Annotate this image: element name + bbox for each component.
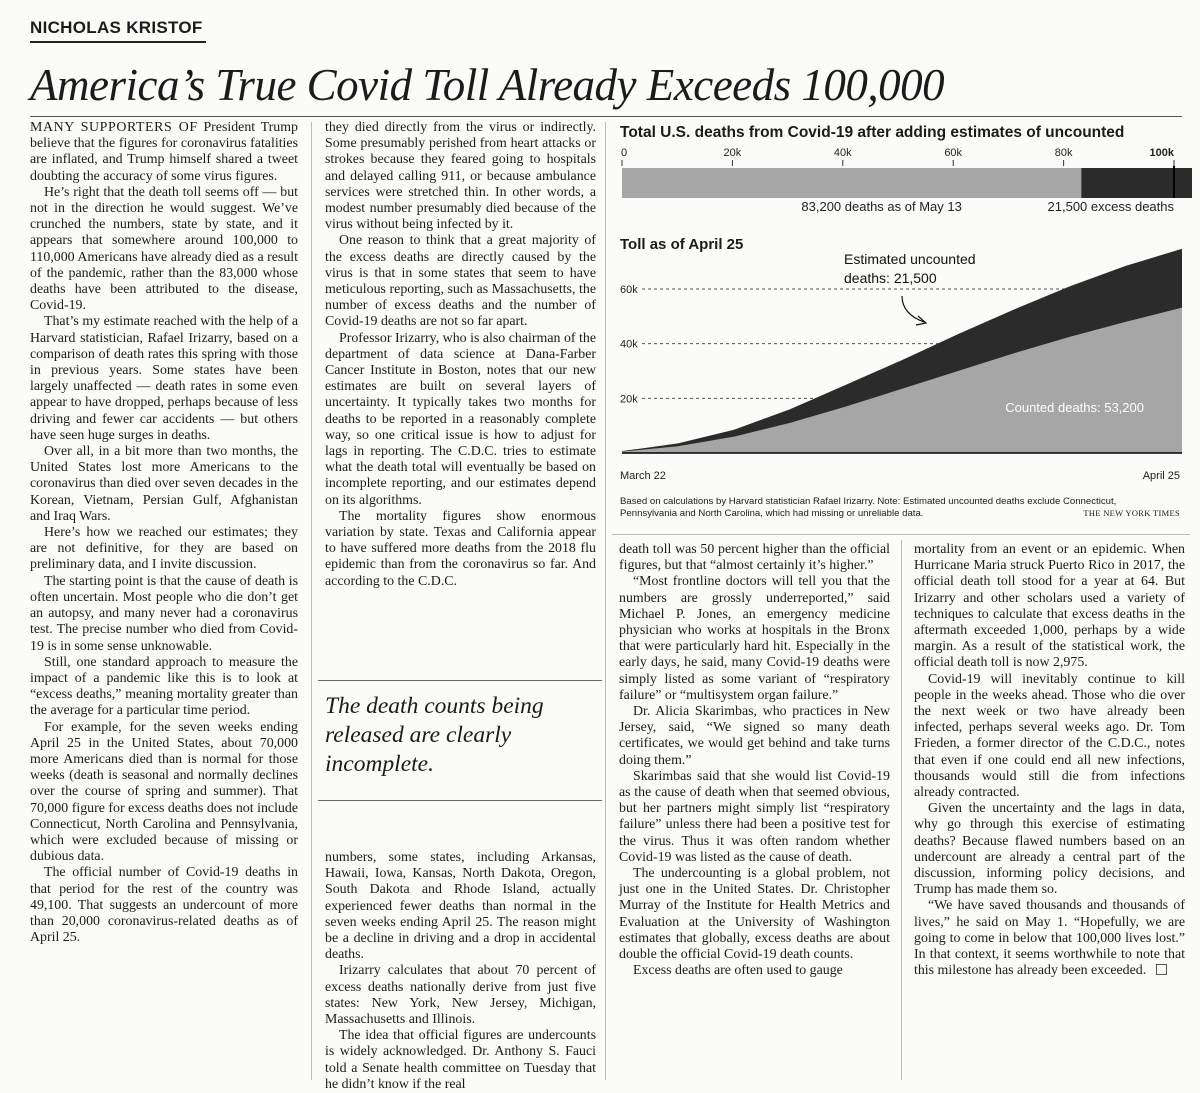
area-y-tick-label: 40k bbox=[620, 338, 638, 351]
area-x-start-label: March 22 bbox=[620, 470, 666, 482]
article-column-4 bbox=[914, 542, 1185, 979]
byline-kicker: NICHOLAS KRISTOF bbox=[30, 18, 203, 37]
article-paragraph: mortality from an event or an epidemic. When Hurricane Maria struck Puerto Rico in 2017, the official death toll stood for a year at 64. But Irizarry and other scholars used a variety of techniques to calculate that excess deaths in the aftermath exceeded 1,000, perhaps by a wide margin. As a result of the statistical work, the official death toll is now 2,975. bbox=[914, 542, 1185, 671]
column-divider bbox=[605, 122, 606, 1080]
bar-label-excess: 21,500 excess deaths bbox=[1047, 199, 1174, 214]
article-paragraph: He’s right that the death toll seems off — but not in the direction he would suggest. We’ve crunched the numbers, state by state, and it appears that somewhere around 100,000 to 110,000 Americans have already died as a result of the pandemic, rather than the 83,000 whose deaths have been attributed to the disease, Covid-19. bbox=[30, 184, 298, 314]
area-y-tick-label: 60k bbox=[620, 284, 638, 296]
chart-title: Total U.S. deaths from Covid-19 after adding estimates of uncounted bbox=[620, 124, 1125, 141]
article-column-1 bbox=[30, 120, 298, 946]
chart-svg bbox=[612, 118, 1192, 538]
article-column-2-lower bbox=[325, 850, 596, 1093]
lead-in: MANY SUPPORTERS OF bbox=[30, 120, 198, 135]
column-divider bbox=[311, 122, 312, 1080]
graphic-bottom-rule bbox=[612, 534, 1190, 535]
article-paragraph: numbers, some states, including Arkansas, Hawaii, Iowa, Kansas, North Dakota, Oregon, South Dakota and Rhode Island, actually experienced fewer deaths than normal in the seven weeks ending April 25. The reason might be a decline in driving and a drop in accidental deaths. bbox=[325, 850, 596, 963]
article-paragraph: The starting point is that the cause of death is often uncertain. Most people who die don’t get an autopsy, and many never had a coronavirus test. The precise number who died from Covid-19 is in some sense unknowable. bbox=[30, 573, 298, 654]
chart-source-note: Based on calculations by Harvard statistician Rafael Irizarry. Note: Estimated uncounted deaths exclude Connecticut, Pennsylvania and North Carolina, which had missing or unreliable data. bbox=[620, 496, 1117, 519]
article-paragraph: Still, one standard approach to measure the impact of a pandemic like this is to look at “excess deaths,” meaning mortality greater than the average for a particular time period. bbox=[30, 654, 298, 719]
bar-counted bbox=[622, 168, 1081, 198]
article-paragraph: death toll was 50 percent higher than the official figures, but that “almost certainly it’s higher.” bbox=[619, 542, 890, 574]
pullquote-rule-bottom bbox=[318, 800, 602, 801]
bar-tick-label: 60k bbox=[944, 147, 963, 159]
byline-rule bbox=[30, 41, 206, 43]
area-annotation-line2: deaths: 21,500 bbox=[844, 270, 937, 286]
article-paragraph: The idea that official figures are undercounts is widely acknowledged. Dr. Anthony S. Fauci told a Senate health committee on Tuesday that he didn’t know if the real bbox=[325, 1028, 596, 1092]
area-x-end-label: April 25 bbox=[1142, 470, 1180, 482]
chart-credit: THE NEW YORK TIMES bbox=[1083, 508, 1180, 518]
bar-tick-label: 100k bbox=[1149, 147, 1174, 159]
article-paragraph: That’s my estimate reached with the help of a Harvard statistician, Rafael Irizarry, based on a comparison of death rates this spring with those in previous years. Some states have been largely unaffected — death rates in some even appear to have dropped, perhaps because of less driving and fewer car accidents — but others have seen huge surges in deaths. bbox=[30, 314, 298, 443]
article-paragraph: Here’s how we reached our estimates; they are not definitive, for they are based on preliminary data, and I invite discussion. bbox=[30, 525, 298, 573]
article-paragraph: Covid-19 will inevitably continue to kill people in the weeks ahead. Those who die over the next week or two have already been infected, perhaps several weeks ago. Dr. Tom Frieden, a former director of the C.D.C., notes that even if one could end all new infections, thousands would still die from infections already contracted. bbox=[914, 671, 1185, 801]
article-paragraph: Dr. Alicia Skarimbas, who practices in New Jersey, said, “We signed so many death certificates, we would get behind and take turns doing them.” bbox=[619, 704, 890, 768]
pullquote-rule-top bbox=[318, 680, 602, 681]
article-paragraph: For example, for the seven weeks ending April 25 in the United States, about 70,000 more Americans died than is normal for those weeks (death is seasonal and normally declines over the course of spring and summer). That 70,000 figure for excess deaths does not include Connecticut, North Carolina and Pennsylvania, which were excluded because of missing or dubious data. bbox=[30, 719, 298, 865]
article-paragraph: One reason to think that a great majority of the excess deaths are directly caused by the virus is that in some states that seem to have meticulous reporting, such as Massachusetts, the number of excess deaths and the number of Covid-19 deaths are not so far apart. bbox=[325, 233, 596, 330]
article-paragraph: MANY SUPPORTERS OF President Trump believe that the figures for coronavirus fatalities are inflated, and Trump himself shared a tweet doubting the accuracy of some virus figures. bbox=[30, 120, 298, 184]
article-column-2-upper bbox=[325, 120, 596, 590]
article-paragraph: Given the uncertainty and the lags in data, why go through this exercise of estimating deaths? Because flawed numbers based on an undercount are already a central part of the discussion, informing policy decisions, and Trump has made them so. bbox=[914, 801, 1185, 898]
headline-rule bbox=[30, 116, 1182, 117]
bar-tick-label: 20k bbox=[723, 147, 742, 159]
chart-graphic bbox=[612, 118, 1192, 538]
article-paragraph: The undercounting is a global problem, not just one in the United States. Dr. Christopher Murray of the Institute for Health Metrics and Evaluation at the University of Washington estimates that globally, excess deaths are about double the official Covid-19 death counts. bbox=[619, 866, 890, 963]
bar-tick-label: 80k bbox=[1054, 147, 1073, 159]
area-counted-label: Counted deaths: 53,200 bbox=[1005, 400, 1144, 415]
bar-tick-label: 40k bbox=[833, 147, 852, 159]
article-paragraph: Irizarry calculates that about 70 percent of excess deaths nationally derive from just five states: New York, New Jersey, Michigan, Massachusetts and Illinois. bbox=[325, 963, 596, 1028]
article-column-3 bbox=[619, 542, 890, 979]
bar-label-counted: 83,200 deaths as of May 13 bbox=[801, 199, 962, 214]
article-paragraph: “We have saved thousands and thousands of lives,” he said on May 1. “Hopefully, we are going to come in below that 100,000 lives lost.” In that context, it seems worthwhile to note that this milestone has already been exceeded. bbox=[914, 898, 1185, 979]
bar-excess bbox=[1081, 168, 1192, 198]
pull-quote: The death counts being released are clearly incomplete. bbox=[325, 693, 544, 777]
article-paragraph: The mortality figures show enormous variation by state. Texas and California appear to have suffered more deaths from the 2018 flu epidemic than from the coronavirus so far. And according to the C.D.C. bbox=[325, 508, 596, 589]
end-mark-icon bbox=[1156, 964, 1167, 975]
chart-subtitle: Toll as of April 25 bbox=[620, 236, 744, 253]
article-paragraph: they died directly from the virus or indirectly. Some presumably perished from heart attacks or strokes because they feared going to hospitals and delayed calling 911, or because ambulance services were stretched thin. In other words, a modest number presumably died because of the virus without being infected by it. bbox=[325, 120, 596, 233]
column-divider bbox=[901, 540, 902, 1080]
area-annotation-line1: Estimated uncounted bbox=[844, 251, 976, 267]
article-paragraph: Over all, in a bit more than two months, the United States lost more Americans to the coronavirus than died over seven decades in the Korean, Vietnam, Persian Gulf, Afghanistan and Iraq Wars. bbox=[30, 444, 298, 524]
article-paragraph: The official number of Covid-19 deaths in that period for the rest of the country was 49,100. That suggests an undercount of more than 20,000 coronavirus-related deaths as of April 25. bbox=[30, 865, 298, 946]
article-paragraph: “Most frontline doctors will tell you that the numbers are grossly underreported,” said Michael P. Jones, an emergency medicine physician who works at hospitals in the Bronx that were particularly hard hit. Especially in the early days, he said, many Covid-19 deaths were simply listed as some variant of “respiratory failure” or “multisystem organ failure.” bbox=[619, 574, 890, 703]
article-paragraph: Excess deaths are often used to gauge bbox=[633, 963, 843, 979]
article-paragraph: Professor Irizarry, who is also chairman of the department of data science at Dana-Farber Cancer Institute in Boston, notes that our new estimates are built on several layers of uncertainty. It typically takes two months for deaths to be reported in a reasonably complete way, so one critical issue is how to adjust for lags in reporting. The C.D.C. tries to estimate what the death total will eventually be based on incomplete reporting, and our estimates depend on its algorithms. bbox=[325, 330, 596, 508]
area-y-tick-label: 20k bbox=[620, 393, 638, 406]
headline: America’s True Covid Toll Already Exceeds 100,000 bbox=[30, 60, 945, 110]
bar-tick-label: 0 bbox=[621, 147, 628, 159]
article-paragraph: Skarimbas said that she would list Covid-19 as the cause of death when that seemed obvious, but her partners might simply list “respiratory failure” unless there had been a positive test for the virus. Thus it was often random whether Covid-19 was listed as the cause of death. bbox=[619, 768, 890, 865]
